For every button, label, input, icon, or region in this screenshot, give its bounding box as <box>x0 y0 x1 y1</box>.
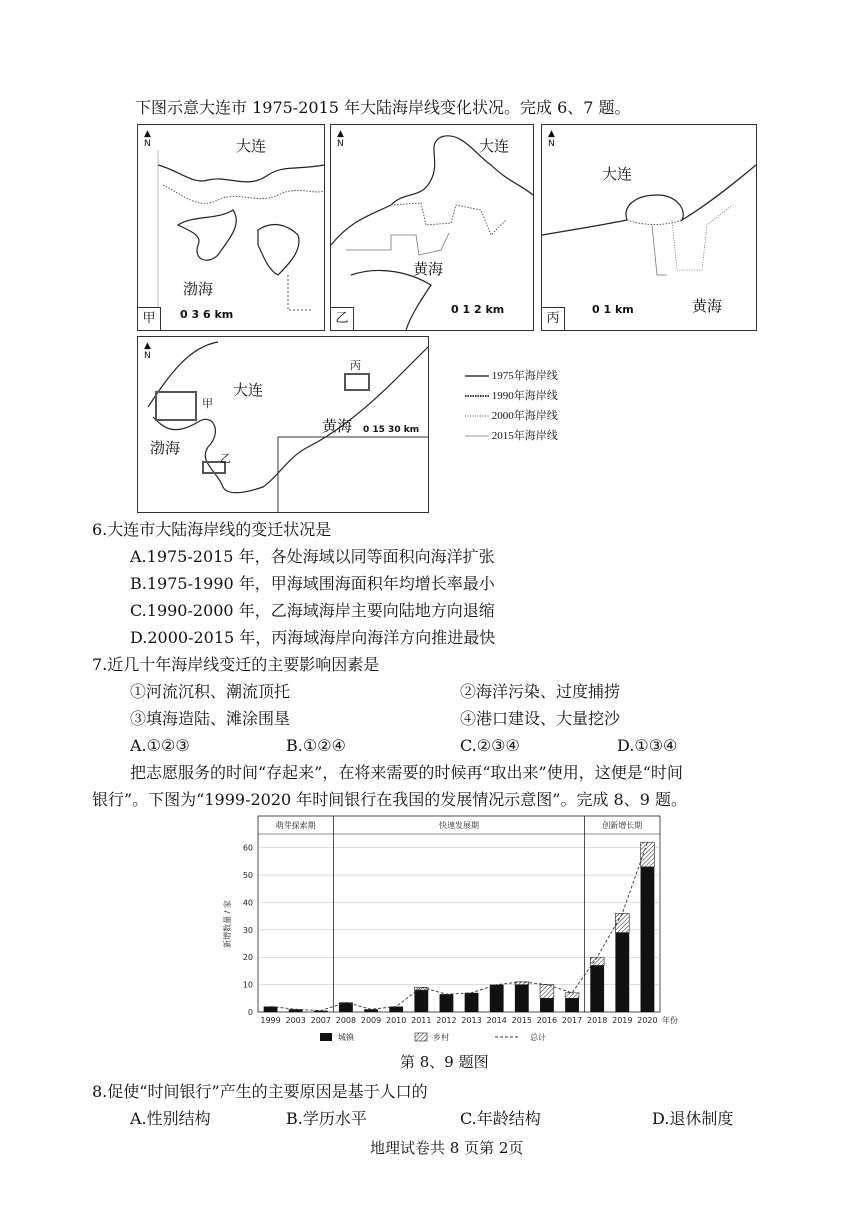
map-jia-scale: 0 3 6 km <box>180 308 234 321</box>
overview-mark-bing: 丙 <box>350 359 361 372</box>
time-bank-chart <box>220 812 678 1052</box>
bar-urban <box>540 998 554 1012</box>
y-axis-label: 新增数量 / 家 <box>223 900 232 948</box>
legend-rural-label: 乡村 <box>433 1033 449 1042</box>
legend-2015: 2015年海岸线 <box>491 430 558 442</box>
map-jia-tag: 甲 <box>138 307 161 330</box>
intro-text: 下图示意大连市 1975-2015 年大陆海岸线变化状况。完成 6、7 题。 <box>135 98 631 117</box>
x-tick-label: 2003 <box>285 1016 306 1025</box>
y-tick-label: 60 <box>242 843 253 853</box>
q6-option-c: C.1990-2000 年，乙海域海岸主要向陆地方向退缩 <box>130 601 495 620</box>
bar-rural <box>641 842 655 867</box>
period-label: 创新增长期 <box>602 821 643 830</box>
bar-urban <box>641 867 655 1012</box>
north-arrow-icon: ▲ N <box>144 129 151 149</box>
x-tick-label: 2015 <box>511 1016 532 1025</box>
bar-urban <box>389 1007 403 1012</box>
x-tick-label: 2017 <box>561 1016 583 1025</box>
x-tick-label: 2016 <box>536 1016 558 1025</box>
overview-scale: 0 15 30 km <box>363 425 420 435</box>
legend-2000: 2000年海岸线 <box>491 410 558 422</box>
y-tick-label: 0 <box>247 1008 253 1017</box>
x-tick-label: 2008 <box>335 1016 357 1025</box>
bar-rural <box>565 993 579 998</box>
map-bing-tag: 丙 <box>542 307 565 330</box>
x-tick-label: 2009 <box>360 1016 382 1025</box>
north-arrow-icon: ▲ N <box>337 129 344 149</box>
q8-option-a: A.性别结构 <box>130 1109 211 1128</box>
bar-rural <box>540 985 554 999</box>
x-tick-label: 1999 <box>260 1016 281 1025</box>
x-tick-label: 2014 <box>486 1016 507 1025</box>
q8-option-d: D.退休制度 <box>652 1109 734 1128</box>
chart-caption: 第 8、9 题图 <box>400 1053 489 1071</box>
map-bing-city: 大连 <box>602 165 633 183</box>
map-yi-city: 大连 <box>479 137 510 155</box>
north-arrow-icon: ▲ N <box>548 129 555 149</box>
q6-stem: 6.大连市大陆海岸线的变迁状况是 <box>92 520 332 539</box>
map-bing-coastline <box>542 125 756 330</box>
map-overview <box>137 336 429 513</box>
bar-urban <box>264 1007 278 1012</box>
bar-urban <box>490 985 504 1012</box>
map-bing-scale: 0 1 km <box>592 303 634 316</box>
overview-mark-jia: 甲 <box>202 397 213 410</box>
legend-1975: 1975年海岸线 <box>491 370 558 382</box>
map-yi-sea: 黄海 <box>413 260 444 278</box>
map-jia-sea: 渤海 <box>183 280 214 298</box>
overview-sea-huanghai: 黄海 <box>322 417 353 435</box>
bar-urban <box>515 985 529 1012</box>
map-yi <box>330 124 534 331</box>
q7-stem: 7.近几十年海岸线变迁的主要影响因素是 <box>92 655 380 674</box>
north-arrow-icon: ▲ N <box>144 341 151 361</box>
q7-option-c: C.②③④ <box>460 736 520 755</box>
map-jia <box>137 124 325 331</box>
bar-urban <box>465 993 479 1012</box>
page-footer: 地理试卷共 8 页第 2页 <box>370 1139 524 1157</box>
period-label: 快速发展期 <box>439 821 479 830</box>
q8-option-c: C.年龄结构 <box>460 1109 541 1128</box>
bar-rural <box>414 987 428 990</box>
legend-urban-label: 城镇 <box>338 1033 354 1042</box>
q6-option-b: B.1975-1990 年，甲海域围海面积年均增长率最小 <box>130 574 495 593</box>
legend-total-label: 总计 <box>530 1033 546 1042</box>
x-tick-label: 2011 <box>411 1016 432 1025</box>
bar-urban <box>440 994 454 1012</box>
map-bing <box>541 124 757 331</box>
q7-option-d: D.①③④ <box>617 736 678 755</box>
x-tick-label: 2012 <box>436 1016 457 1025</box>
q7-item-3: ③填海造陆、滩涂围垦 <box>130 709 291 728</box>
q8-option-b: B.学历水平 <box>286 1109 367 1128</box>
x-tick-label: 2010 <box>386 1016 407 1025</box>
map-jia-city: 大连 <box>236 137 267 155</box>
q8-stem: 8.促使“时间银行”产生的主要原因是基于人口的 <box>92 1082 428 1101</box>
map-yi-tag: 乙 <box>331 307 354 330</box>
map-jia-coastline <box>138 125 324 330</box>
passage-line-2: 银行”。下图为“1999-2020 年时间银行在我国的发展情况示意图”。完成 8、9 题。 <box>92 790 688 809</box>
y-tick-label: 10 <box>242 980 253 990</box>
q7-item-1: ①河流沉积、潮流顶托 <box>130 682 291 701</box>
map-yi-scale: 0 1 2 km <box>451 303 505 316</box>
passage-line-1: 把志愿服务的时间“存起来”，在将来需要的时候再“取出来”使用，这便是“时间 <box>130 763 683 782</box>
map-bing-sea: 黄海 <box>692 297 723 315</box>
overview-mark-yi: 乙 <box>220 452 231 465</box>
period-label: 萌芽探索期 <box>275 821 316 830</box>
x-tick-label: 2020 <box>637 1016 658 1025</box>
x-tick-label: 2007 <box>310 1016 331 1025</box>
x-tick-label: 2019 <box>612 1016 633 1025</box>
bar-rural <box>590 957 604 965</box>
x-axis-unit: 年份 <box>662 1016 678 1025</box>
q7-option-a: A.①②③ <box>130 736 190 755</box>
q7-item-4: ④港口建设、大量挖沙 <box>460 709 621 728</box>
legend-rural-swatch <box>415 1033 427 1041</box>
bar-urban <box>565 998 579 1012</box>
overview-sea-bohai: 渤海 <box>150 439 181 457</box>
overview-city: 大连 <box>233 381 264 399</box>
bar-urban <box>590 965 604 1012</box>
y-tick-label: 50 <box>242 871 253 881</box>
y-tick-label: 30 <box>242 925 253 935</box>
y-tick-label: 40 <box>242 898 253 908</box>
bar-rural <box>615 913 629 932</box>
y-tick-label: 20 <box>242 953 253 963</box>
legend-urban-swatch <box>320 1033 332 1041</box>
legend-1990: 1990年海岸线 <box>491 390 558 402</box>
bar-urban <box>615 933 629 1012</box>
q7-item-2: ②海洋污染、过度捕捞 <box>460 682 621 701</box>
q7-option-b: B.①②④ <box>286 736 346 755</box>
q6-option-d: D.2000-2015 年，丙海域海岸向海洋方向推进最快 <box>130 628 496 647</box>
q6-option-a: A.1975-2015 年，各处海域以同等面积向海洋扩张 <box>130 547 495 566</box>
bar-urban <box>414 990 428 1012</box>
x-tick-label: 2018 <box>587 1016 608 1025</box>
x-tick-label: 2013 <box>461 1016 482 1025</box>
